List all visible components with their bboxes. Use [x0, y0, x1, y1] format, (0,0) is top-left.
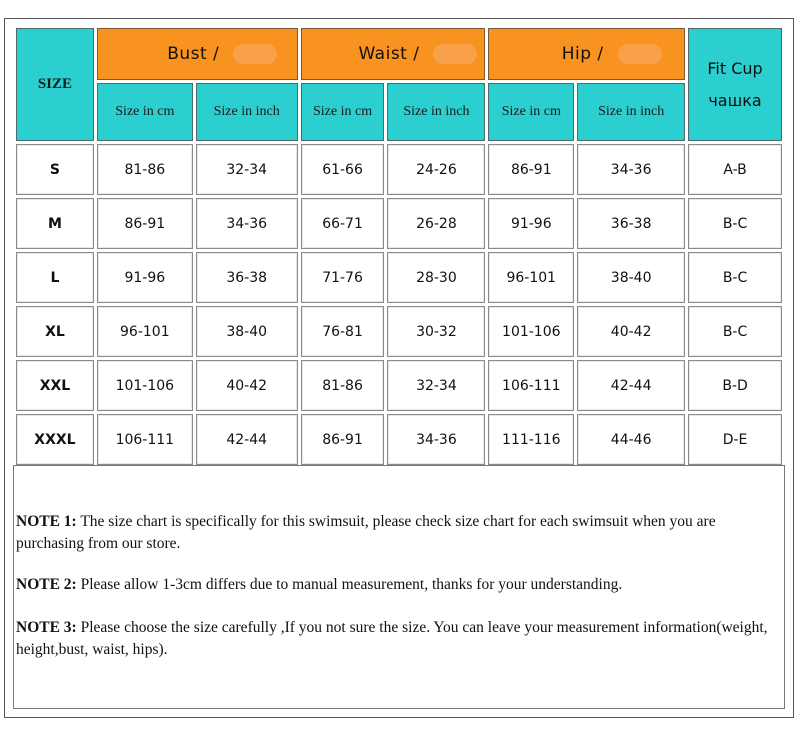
waist-cm-cell: 71-76	[301, 252, 385, 303]
size-cell: XL	[16, 306, 94, 357]
note-1	[16, 511, 776, 555]
cup-cell: A-B	[688, 144, 782, 195]
size-cell: XXL	[16, 360, 94, 411]
waist-inch-cell: 24-26	[387, 144, 485, 195]
waist-cm-header: Size in cm	[301, 83, 385, 141]
waist-cm-cell: 81-86	[301, 360, 385, 411]
bust-inch-cell: 38-40	[196, 306, 298, 357]
bust-cm-header: Size in cm	[97, 83, 193, 141]
size-chart-table	[13, 25, 785, 468]
hip-cm-cell: 106-111	[488, 360, 574, 411]
note-3	[16, 617, 776, 661]
size-cell: M	[16, 198, 94, 249]
hip-inch-header: Size in inch	[577, 83, 685, 141]
table-row	[16, 414, 782, 465]
note-text: Please allow 1-3cm differs due to manual measurement, thanks for your understanding.	[76, 576, 623, 593]
note-text: Please choose the size carefully ,If you not sure the size. You can leave your measurement information(weight, height,bust, waist, hips).	[16, 619, 768, 658]
bust-inch-cell: 40-42	[196, 360, 298, 411]
hip-inch-cell: 36-38	[577, 198, 685, 249]
fit-cup-label-ru: чашка	[708, 90, 762, 110]
hip-inch-cell: 42-44	[577, 360, 685, 411]
bust-inch-header: Size in inch	[196, 83, 298, 141]
waist-cm-cell: 66-71	[301, 198, 385, 249]
note-label: NOTE 3:	[16, 619, 77, 636]
table-row	[16, 360, 782, 411]
table-row	[16, 306, 782, 357]
size-header: SIZE	[16, 28, 94, 141]
bust-cm-cell: 81-86	[97, 144, 193, 195]
bust-inch-cell: 34-36	[196, 198, 298, 249]
bust-cm-cell: 106-111	[97, 414, 193, 465]
table-row	[16, 144, 782, 195]
hip-cm-cell: 111-116	[488, 414, 574, 465]
bust-cm-cell: 91-96	[97, 252, 193, 303]
waist-inch-header: Size in inch	[387, 83, 485, 141]
bust-inch-cell: 42-44	[196, 414, 298, 465]
cup-cell: B-C	[688, 306, 782, 357]
note-2	[16, 574, 776, 596]
bust-cm-cell: 101-106	[97, 360, 193, 411]
size-chart-sheet	[4, 18, 794, 718]
bust-cm-cell: 86-91	[97, 198, 193, 249]
notes-box	[13, 465, 785, 709]
hip-cm-cell: 91-96	[488, 198, 574, 249]
bust-header: Bust /	[97, 28, 298, 80]
hip-cm-cell: 101-106	[488, 306, 574, 357]
hip-cm-cell: 96-101	[488, 252, 574, 303]
hip-cm-cell: 86-91	[488, 144, 574, 195]
size-cell: XXXL	[16, 414, 94, 465]
cup-cell: B-C	[688, 252, 782, 303]
cup-cell: B-C	[688, 198, 782, 249]
fit-cup-header	[688, 28, 782, 141]
waist-inch-cell: 26-28	[387, 198, 485, 249]
size-cell: L	[16, 252, 94, 303]
bust-inch-cell: 32-34	[196, 144, 298, 195]
table-row	[16, 252, 782, 303]
blurred-text	[433, 44, 477, 64]
table-row	[16, 198, 782, 249]
waist-inch-cell: 32-34	[387, 360, 485, 411]
waist-cm-cell: 76-81	[301, 306, 385, 357]
bust-inch-cell: 36-38	[196, 252, 298, 303]
note-label: NOTE 1:	[16, 513, 77, 530]
size-cell: S	[16, 144, 94, 195]
waist-cm-cell: 61-66	[301, 144, 385, 195]
hip-inch-cell: 38-40	[577, 252, 685, 303]
note-text: The size chart is specifically for this swimsuit, please check size chart for each swimsuit when you are purchasing from our store.	[16, 513, 716, 552]
fit-cup-label: Fit Cup	[707, 58, 763, 78]
hip-cm-header: Size in cm	[488, 83, 574, 141]
cup-cell: D-E	[688, 414, 782, 465]
waist-header: Waist /	[301, 28, 486, 80]
waist-inch-cell: 34-36	[387, 414, 485, 465]
note-label: NOTE 2:	[16, 576, 77, 593]
waist-inch-cell: 28-30	[387, 252, 485, 303]
waist-inch-cell: 30-32	[387, 306, 485, 357]
hip-header: Hip /	[488, 28, 685, 80]
cup-cell: B-D	[688, 360, 782, 411]
bust-cm-cell: 96-101	[97, 306, 193, 357]
hip-inch-cell: 34-36	[577, 144, 685, 195]
hip-inch-cell: 44-46	[577, 414, 685, 465]
blurred-text	[233, 44, 277, 64]
blurred-text	[618, 44, 662, 64]
hip-inch-cell: 40-42	[577, 306, 685, 357]
waist-cm-cell: 86-91	[301, 414, 385, 465]
